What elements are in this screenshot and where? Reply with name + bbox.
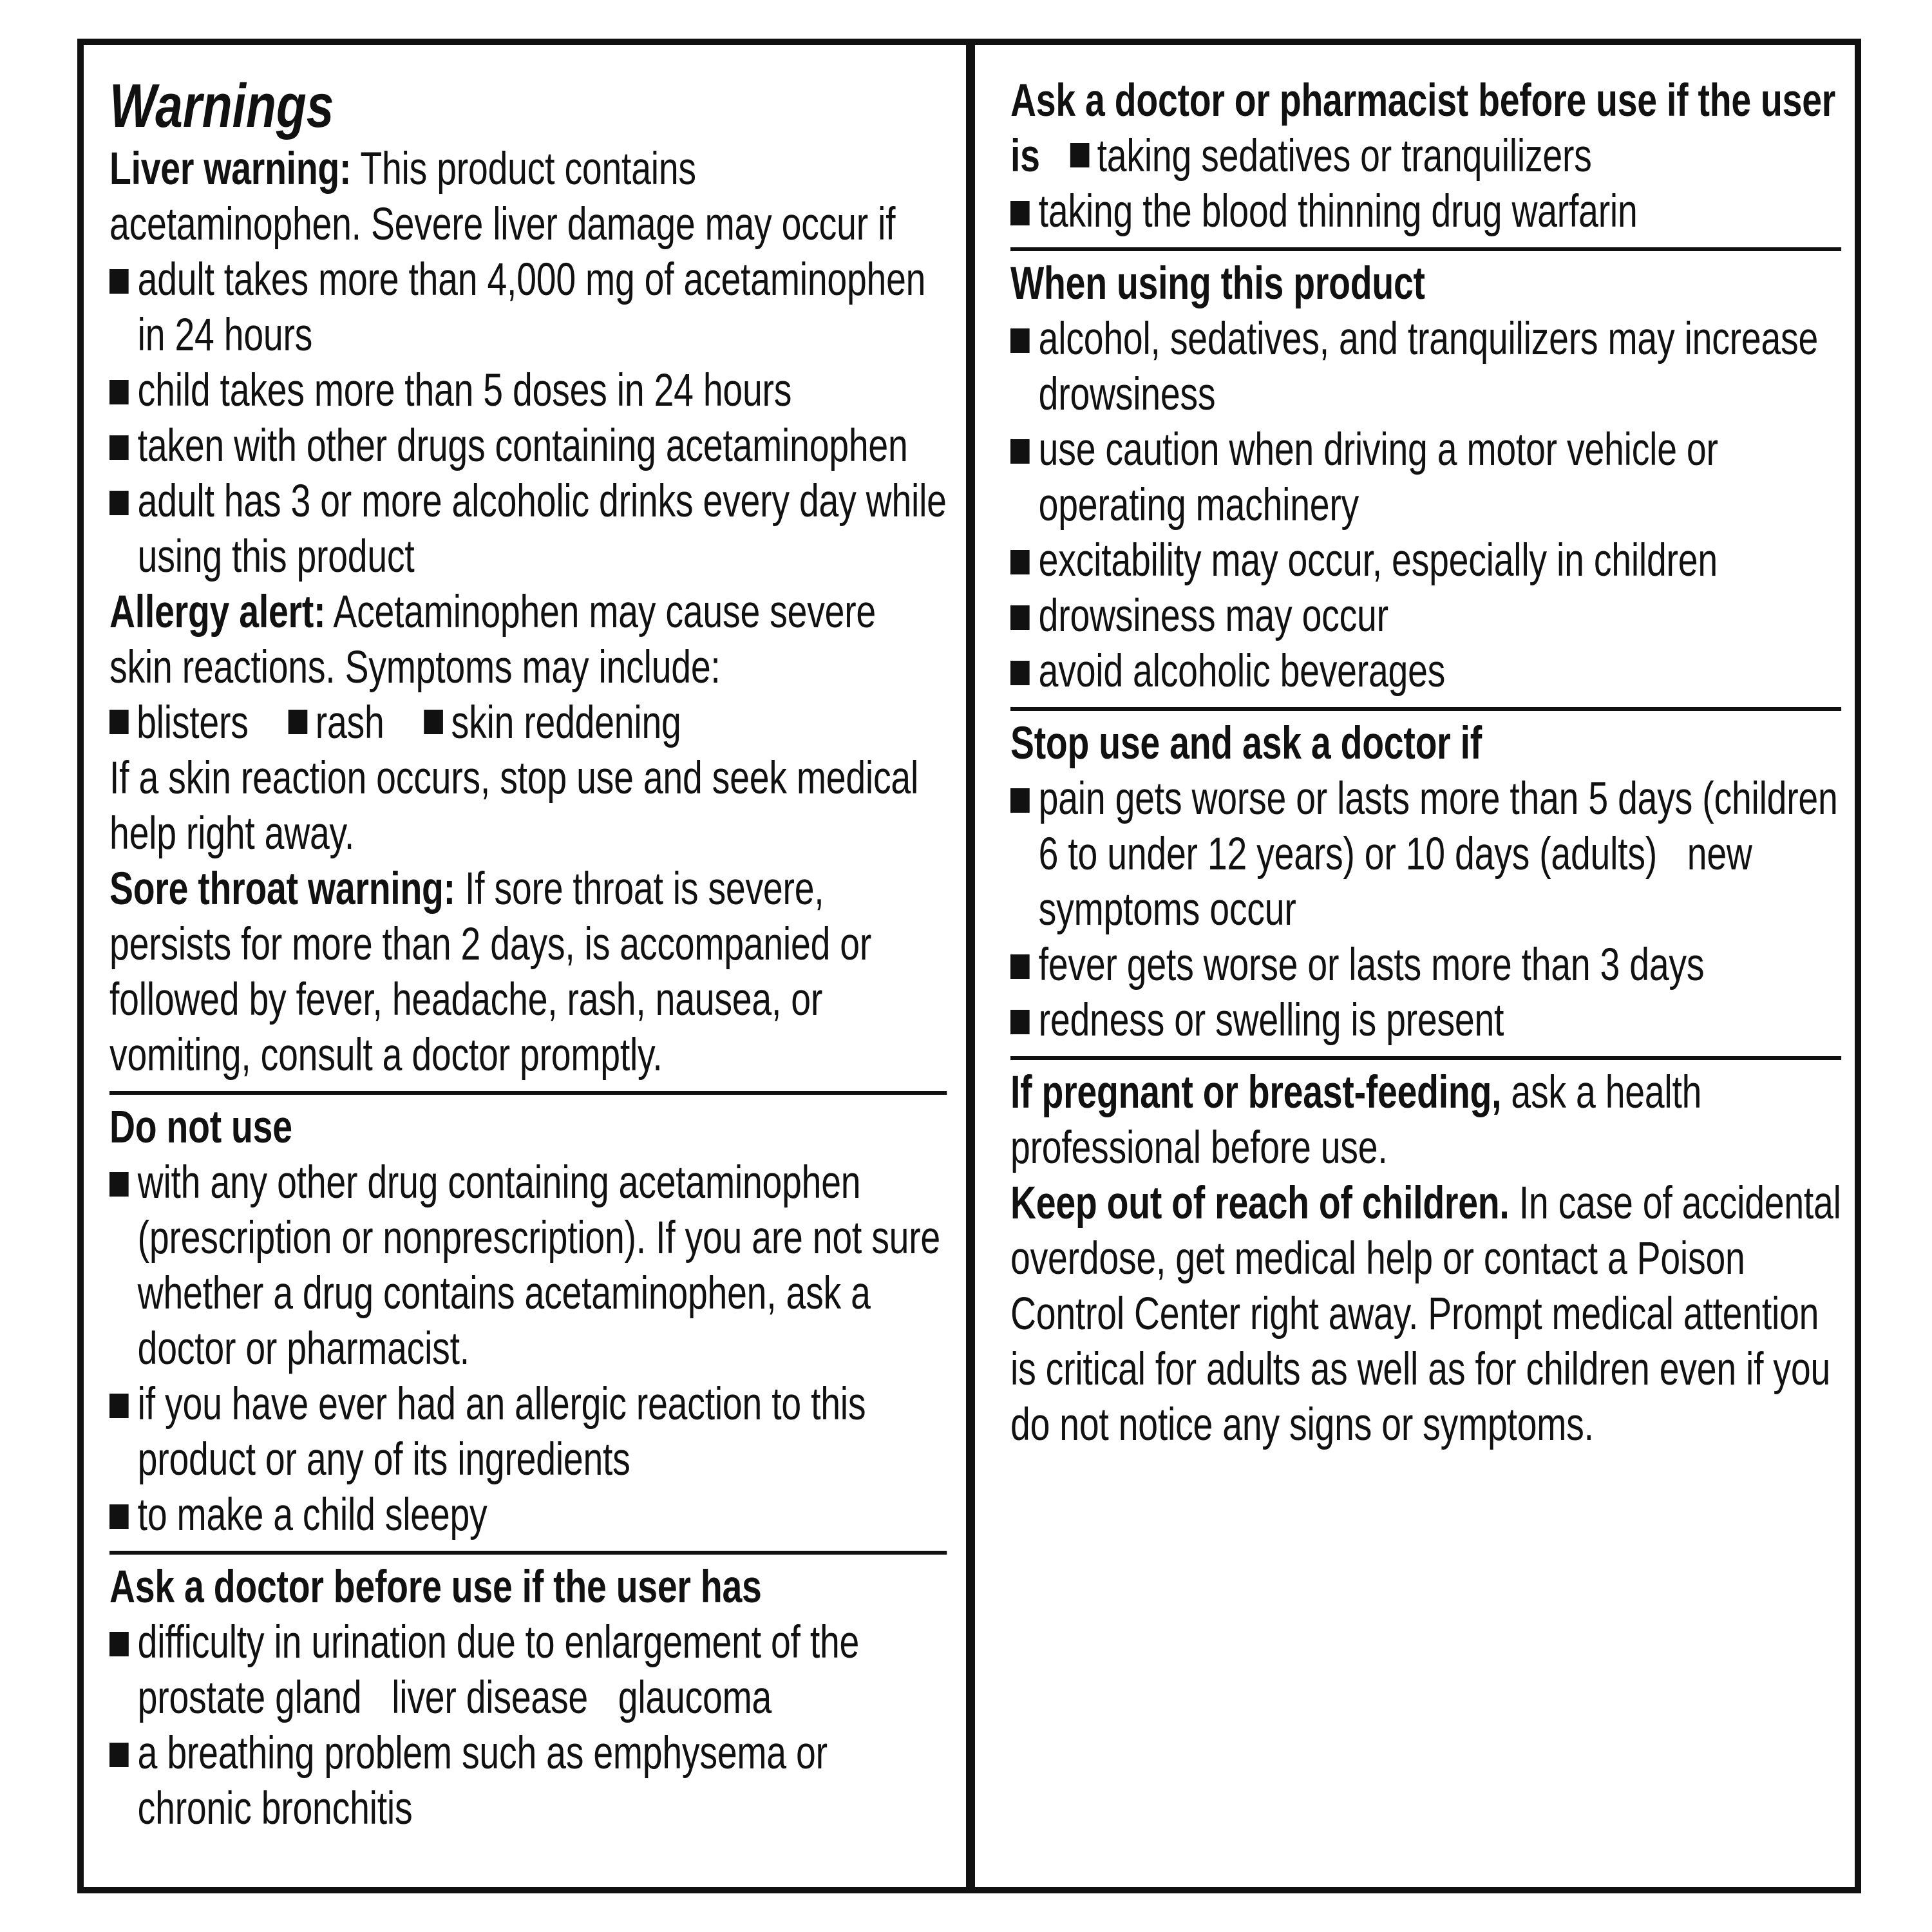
bullet-square-icon bbox=[109, 1743, 129, 1767]
left-text bbox=[109, 142, 947, 1837]
bullet-square-icon bbox=[424, 710, 444, 734]
bullet-square-icon bbox=[1010, 328, 1030, 353]
pregnancy-section bbox=[1010, 1056, 1841, 1453]
bullet-square-icon bbox=[1010, 661, 1030, 685]
bullet-square-icon bbox=[1010, 439, 1030, 464]
bullet-square-icon bbox=[1010, 788, 1030, 813]
list-item: drowsiness may occur bbox=[1010, 589, 1841, 644]
when-using-heading: When using this product bbox=[1010, 258, 1425, 309]
list-item: difficulty in urination due to enlargement of the prostate gland liver disease glaucoma bbox=[109, 1615, 947, 1726]
list-item: to make a child sleepy bbox=[109, 1488, 947, 1543]
list-item: pain gets worse or lasts more than 5 days (children 6 to under 12 years) or 10 days (adults) new symptoms occur bbox=[1010, 772, 1841, 938]
ask-doctor-section bbox=[109, 1551, 947, 1837]
warnings-left-panel bbox=[77, 39, 972, 1893]
bullet-square-icon bbox=[1010, 605, 1030, 630]
allergy-after: If a skin reaction occurs, stop use and seek medical help right away. bbox=[109, 753, 919, 859]
list-item: fever gets worse or lasts more than 3 days bbox=[1010, 938, 1841, 993]
right-text bbox=[1010, 45, 1841, 1453]
list-item: child takes more than 5 doses in 24 hours bbox=[109, 363, 947, 419]
bullet-square-icon bbox=[109, 1394, 129, 1418]
allergy-symptoms: blisters rash skin reddening bbox=[109, 696, 947, 751]
pregnancy-warning: If pregnant or breast-feeding, ask a health professional before use. bbox=[1010, 1067, 1702, 1173]
list-item: with any other drug containing acetaminophen (prescription or nonprescription). If you are not sure whether a drug contains acetaminophen, ask a doctor or pharmacist. bbox=[109, 1155, 947, 1377]
bullet-square-icon bbox=[1010, 1010, 1030, 1034]
list-item: excitability may occur, especially in children bbox=[1010, 533, 1841, 589]
bullet-square-icon bbox=[109, 1172, 129, 1197]
bullet-square-icon bbox=[109, 1504, 129, 1529]
list-item: taken with other drugs containing acetaminophen bbox=[109, 419, 947, 474]
liver-warning bbox=[109, 142, 947, 252]
bullet-square-icon bbox=[109, 380, 129, 404]
liver-warning-heading: Liver warning: bbox=[109, 144, 352, 194]
bullet-square-icon bbox=[109, 435, 129, 460]
stop-use-heading: Stop use and ask a doctor if bbox=[1010, 718, 1482, 769]
bullet-square-icon bbox=[1010, 954, 1030, 979]
allergy-alert: Allergy alert: Acetaminophen may cause severe skin reactions. Symptoms may include: bbox=[109, 587, 876, 693]
bullet-square-icon bbox=[1070, 143, 1090, 167]
pregnancy-heading: If pregnant or breast-feeding, bbox=[1010, 1067, 1502, 1118]
list-item: a breathing problem such as emphysema or chronic bronchitis bbox=[109, 1726, 947, 1837]
ask-pharmacist-section: Ask a doctor or pharmacist before use if the user is taking sedatives or tranquilizers taking the blood thinning drug warfarin bbox=[1010, 73, 1841, 240]
list-item: adult takes more than 4,000 mg of acetaminophen in 24 hours bbox=[109, 252, 947, 363]
list-item: if you have ever had an allergic reaction to this product or any of its ingredients bbox=[109, 1377, 947, 1488]
ask-doctor-heading: Ask a doctor before use if the user has bbox=[109, 1562, 762, 1613]
list-item: avoid alcoholic beverages bbox=[1010, 644, 1841, 699]
allergy-alert-heading: Allergy alert: bbox=[109, 587, 326, 638]
bullet-square-icon bbox=[289, 710, 308, 734]
do-not-use-heading: Do not use bbox=[109, 1102, 292, 1153]
sore-throat-warning: Sore throat warning: If sore throat is severe, persists for more than 2 days, is accompanied or followed by fever, headache, rash, nausea, or vomiting, consult a doctor promptly. bbox=[109, 864, 872, 1081]
warnings-title: Warnings bbox=[109, 71, 334, 140]
right-column bbox=[1010, 45, 1841, 1453]
list-item: adult has 3 or more alcoholic drinks every day while using this product bbox=[109, 474, 947, 585]
bullet-square-icon bbox=[1010, 550, 1030, 574]
sore-throat-heading: Sore throat warning: bbox=[109, 864, 455, 914]
keep-out-heading: Keep out of reach of children. bbox=[1010, 1178, 1510, 1229]
list-item: redness or swelling is present bbox=[1010, 993, 1841, 1048]
ask-pharmacist-heading: Ask a doctor or pharmacist before use if the user is bbox=[1010, 75, 1836, 182]
list-item: taking the blood thinning drug warfarin bbox=[1010, 184, 1841, 240]
when-using-section bbox=[1010, 247, 1841, 699]
left-column bbox=[109, 45, 947, 1837]
bullet-square-icon bbox=[1010, 201, 1030, 225]
keep-out-of-reach: Keep out of reach of children. In case of accidental overdose, get medical help or contact a Poison Control Center right away. Prompt medical attention is critical for adults as well as for children even if you do not notice any signs or symptoms. bbox=[1010, 1178, 1841, 1450]
bullet-square-icon bbox=[109, 269, 129, 294]
list-item: alcohol, sedatives, and tranquilizers may increase drowsiness bbox=[1010, 312, 1841, 422]
list-item: use caution when driving a motor vehicle or operating machinery bbox=[1010, 422, 1841, 533]
bullet-square-icon bbox=[109, 1632, 129, 1656]
stop-use-section bbox=[1010, 707, 1841, 1048]
bullet-square-icon bbox=[109, 491, 129, 515]
do-not-use-section bbox=[109, 1091, 947, 1543]
bullet-square-icon bbox=[109, 710, 129, 734]
warnings-right-panel bbox=[966, 39, 1861, 1893]
liver-warning-text: This product contains acetaminophen. Severe liver damage may occur if bbox=[109, 144, 896, 250]
